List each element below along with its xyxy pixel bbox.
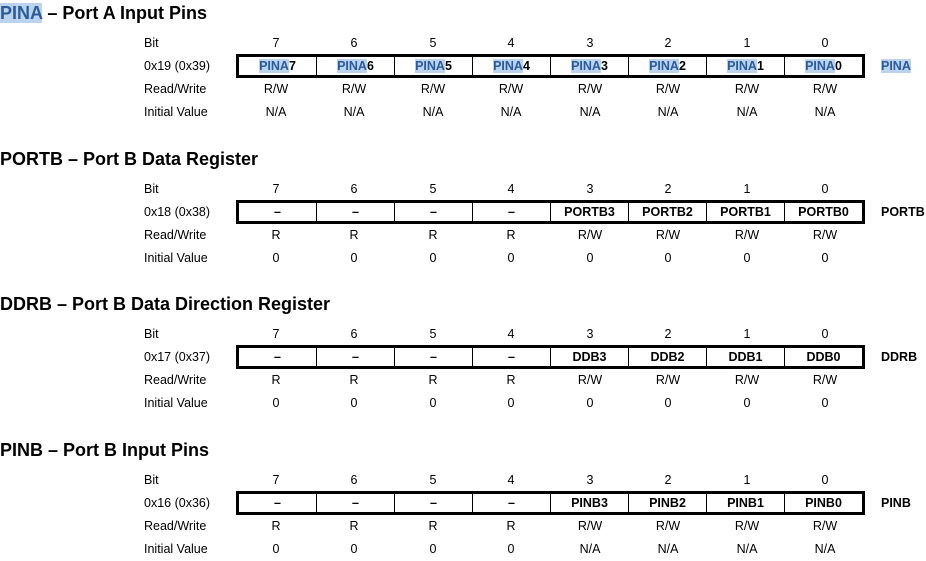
bit-number: 4 [507,36,515,50]
bit-name: – [352,496,359,510]
initial-value: 0 [429,251,437,265]
read-write-value: R [428,373,438,387]
read-write-row-label: Read/Write [144,373,207,387]
bit-name-highlight: PINA [259,59,289,73]
initial-value: N/A [579,542,601,556]
register-name [881,496,926,510]
bit-name: PINB3 [571,496,608,510]
address-label: 0x17 (0x37) [144,350,211,364]
read-write-value: R [271,373,281,387]
bit-name: – [430,205,437,219]
bit-cell [472,57,550,75]
bit-name: 3 [600,59,608,73]
bit-number: 0 [821,182,829,196]
initial-value-row-label: Initial Value [144,542,208,556]
read-write-value: R/W [655,373,681,387]
read-write-value: R/W [655,519,681,533]
bit-number: 6 [350,182,358,196]
bit-number: 0 [821,327,829,341]
register-title-highlight: PINA [0,3,43,23]
read-write-value: R/W [498,82,524,96]
read-write-value: R/W [341,82,367,96]
read-write-value: R [506,373,516,387]
bit-name: PINB0 [805,496,842,510]
initial-value: 0 [429,396,437,410]
initial-value: N/A [657,542,679,556]
initial-value: N/A [265,105,287,119]
bit-cell [550,57,628,75]
read-write-value: R [428,228,438,242]
bit-row-label: Bit [144,327,159,341]
bit-number: 7 [272,473,280,487]
bit-name: – [508,496,515,510]
read-write-value: R [349,519,359,533]
bit-number: 2 [664,473,672,487]
initial-value: 0 [821,396,829,410]
bit-cell [550,348,628,366]
bit-number: 0 [821,473,829,487]
read-write-value: R/W [734,373,760,387]
read-write-value: R/W [577,519,603,533]
bit-number: 4 [507,182,515,196]
bit-cell [394,57,472,75]
initial-value: 0 [350,251,358,265]
bit-name: – [508,350,515,364]
bit-name: PORTB1 [720,205,771,219]
bit-number: 2 [664,36,672,50]
bit-name: 0 [834,59,842,73]
bit-cell [472,494,550,512]
bit-name: – [352,350,359,364]
bit-name-highlight: PINA [415,59,445,73]
bit-name: 4 [522,59,530,73]
bit-cell [316,57,394,75]
bit-number: 3 [586,473,594,487]
bit-number: 3 [586,182,594,196]
read-write-value: R [349,373,359,387]
bit-cell [239,348,316,366]
bit-cell [239,203,316,221]
bit-name: – [508,205,515,219]
bit-name: DDB2 [650,350,685,364]
register-title-text: PINB – Port B Input Pins [0,440,210,460]
initial-value: 0 [350,396,358,410]
bit-cell [628,57,706,75]
bit-number: 7 [272,327,280,341]
register-bit-box [236,345,865,369]
bit-name: DDB0 [806,350,841,364]
register-bit-box [236,54,865,78]
read-write-value: R [506,228,516,242]
register-bit-box [236,491,865,515]
address-label: 0x16 (0x36) [144,496,211,510]
bit-number: 6 [350,473,358,487]
read-write-value: R/W [734,519,760,533]
register-title [0,148,258,170]
bit-number: 5 [429,327,437,341]
bit-cell [784,494,862,512]
read-write-value: R [271,519,281,533]
bit-number: 5 [429,182,437,196]
initial-value: 0 [743,251,751,265]
bit-number: 7 [272,36,280,50]
read-write-value: R/W [263,82,289,96]
read-write-value: R/W [812,228,838,242]
bit-number: 5 [429,473,437,487]
initial-value: 0 [272,251,280,265]
initial-value: 0 [350,542,358,556]
initial-value: N/A [343,105,365,119]
register-title-text: – Port A Input Pins [42,3,208,23]
bit-number: 2 [664,327,672,341]
read-write-row-label: Read/Write [144,519,207,533]
bit-name-highlight: PINA [571,59,601,73]
register-title-text: DDRB – Port B Data Direction Register [0,294,331,314]
read-write-value: R [428,519,438,533]
bit-name-highlight: PINA [493,59,523,73]
initial-value: N/A [736,105,758,119]
bit-name-highlight: PINA [727,59,757,73]
initial-value: 0 [664,396,672,410]
bit-name: 6 [366,59,374,73]
bit-cell [784,348,862,366]
address-label: 0x18 (0x38) [144,205,211,219]
bit-name: 7 [288,59,296,73]
initial-value: N/A [422,105,444,119]
initial-value: N/A [579,105,601,119]
initial-value: 0 [586,251,594,265]
bit-number: 4 [507,473,515,487]
initial-value: 0 [743,396,751,410]
bit-name: DDB1 [728,350,763,364]
bit-cell [706,494,784,512]
initial-value: N/A [500,105,522,119]
bit-name: 1 [756,59,764,73]
bit-cell [472,348,550,366]
register-bit-box [236,200,865,224]
bit-cell [628,203,706,221]
initial-value: 0 [664,251,672,265]
read-write-value: R/W [577,82,603,96]
bit-name: – [274,205,281,219]
initial-value: 0 [272,542,280,556]
bit-cell [550,494,628,512]
bit-cell [472,203,550,221]
register-name-text: DDRB [881,350,918,364]
bit-name: PORTB0 [798,205,849,219]
read-write-value: R [349,228,359,242]
bit-cell [316,494,394,512]
initial-value: 0 [586,396,594,410]
bit-row-label: Bit [144,473,159,487]
read-write-value: R [271,228,281,242]
bit-name: DDB3 [572,350,607,364]
bit-name: PORTB3 [564,205,615,219]
bit-cell [706,348,784,366]
initial-value: 0 [507,251,515,265]
bit-cell [394,348,472,366]
read-write-value: R/W [812,373,838,387]
read-write-value: R/W [420,82,446,96]
bit-cell [394,203,472,221]
bit-name: – [430,350,437,364]
initial-value: 0 [429,542,437,556]
read-write-row-label: Read/Write [144,228,207,242]
bit-number: 0 [821,36,829,50]
bit-name: PINB1 [727,496,764,510]
register-title-text: PORTB – Port B Data Register [0,149,259,169]
register-name-text: PINB [881,496,911,510]
bit-number: 2 [664,182,672,196]
bit-cell [784,57,862,75]
bit-row-label: Bit [144,36,159,50]
bit-cell [239,57,316,75]
read-write-value: R/W [812,519,838,533]
bit-name: PORTB2 [642,205,693,219]
bit-cell [706,57,784,75]
bit-name: 5 [444,59,452,73]
bit-cell [628,494,706,512]
bit-number: 4 [507,327,515,341]
read-write-value: R/W [734,228,760,242]
initial-value: 0 [507,542,515,556]
bit-name: – [430,496,437,510]
read-write-value: R/W [577,373,603,387]
bit-cell [550,203,628,221]
initial-value-row-label: Initial Value [144,396,208,410]
bit-name-highlight: PINA [649,59,679,73]
bit-cell [316,348,394,366]
bit-number: 1 [743,327,751,341]
bit-name: PINB2 [649,496,686,510]
initial-value: 0 [272,396,280,410]
bit-cell [628,348,706,366]
register-name [881,350,926,364]
bit-number: 3 [586,36,594,50]
read-write-value: R [506,519,516,533]
bit-cell [784,203,862,221]
initial-value: N/A [657,105,679,119]
bit-name: – [352,205,359,219]
initial-value: 0 [821,251,829,265]
read-write-value: R/W [577,228,603,242]
bit-cell [239,494,316,512]
register-name [881,205,926,219]
bit-number: 5 [429,36,437,50]
bit-cell [394,494,472,512]
read-write-value: R/W [655,82,681,96]
read-write-value: R/W [655,228,681,242]
register-name [881,59,926,73]
initial-value: 0 [507,396,515,410]
read-write-row-label: Read/Write [144,82,207,96]
initial-value: N/A [736,542,758,556]
initial-value-row-label: Initial Value [144,251,208,265]
initial-value: N/A [814,105,836,119]
bit-name-highlight: PINA [805,59,835,73]
bit-name: 2 [678,59,686,73]
register-title [0,2,207,24]
bit-cell [316,203,394,221]
bit-name: – [274,496,281,510]
register-name-text: PINA [881,59,911,73]
address-label: 0x19 (0x39) [144,59,211,73]
bit-cell [706,203,784,221]
register-title [0,439,209,461]
bit-number: 6 [350,36,358,50]
initial-value: N/A [814,542,836,556]
bit-number: 6 [350,327,358,341]
bit-number: 1 [743,473,751,487]
register-title [0,293,330,315]
bit-number: 1 [743,36,751,50]
bit-number: 7 [272,182,280,196]
read-write-value: R/W [734,82,760,96]
bit-name: – [274,350,281,364]
bit-number: 3 [586,327,594,341]
register-name-text: PORTB [881,205,925,219]
bit-row-label: Bit [144,182,159,196]
bit-number: 1 [743,182,751,196]
read-write-value: R/W [812,82,838,96]
initial-value-row-label: Initial Value [144,105,208,119]
bit-name-highlight: PINA [337,59,367,73]
